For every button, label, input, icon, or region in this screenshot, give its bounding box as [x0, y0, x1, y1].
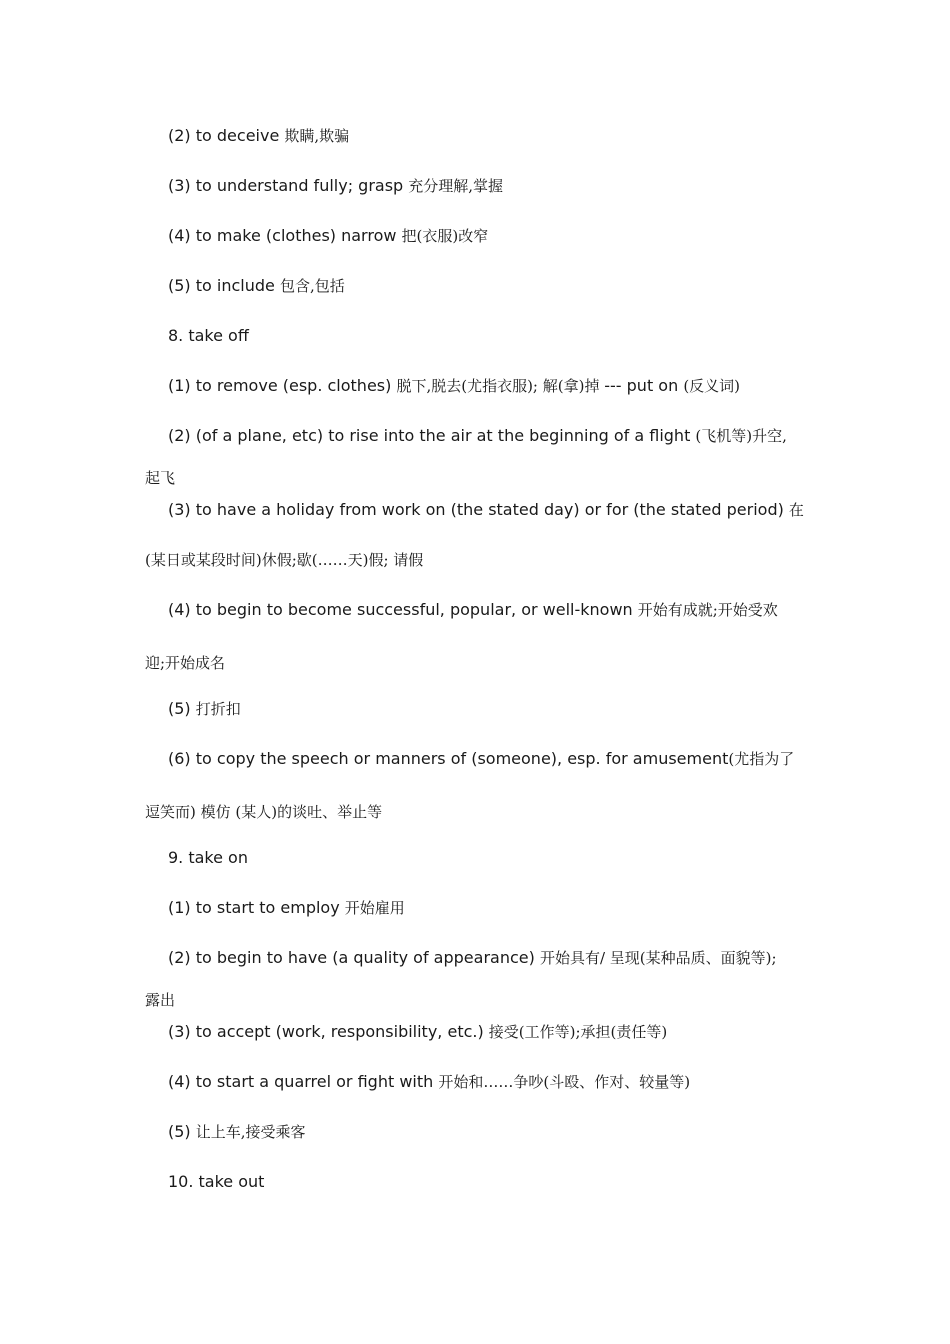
heading-text: 8. take off	[168, 326, 249, 345]
definition-line	[168, 500, 804, 520]
chinese-text: 让上车,接受乘客	[195, 1123, 306, 1141]
english-text: (4) to begin to become successful, popular, or well-known	[168, 600, 638, 619]
definition-line	[168, 1072, 690, 1092]
chinese-text: 开始有成就;开始受欢	[637, 601, 778, 619]
definition-line	[168, 948, 777, 968]
definition-line	[168, 226, 488, 246]
english-text: (4) to make (clothes) narrow	[168, 226, 402, 245]
chinese-text: 接受(工作等);承担(责任等)	[488, 1023, 668, 1041]
english-text: (4) to start a quarrel or fight with	[168, 1072, 439, 1091]
antonym-note: (反义词)	[683, 377, 741, 395]
english-text: (6) to copy the speech or manners of (someone), esp. for amusement	[168, 749, 729, 768]
definition-line	[168, 376, 740, 396]
section-heading	[168, 326, 249, 346]
heading-text: 10. take out	[168, 1172, 265, 1191]
section-heading	[168, 848, 248, 868]
continuation-line	[145, 468, 175, 488]
continuation-line	[145, 990, 175, 1010]
definition-line	[168, 749, 794, 769]
english-text: (3) to accept (work, responsibility, etc.)	[168, 1022, 489, 1041]
english-text: (2) to deceive	[168, 126, 285, 145]
chinese-text: 把(衣服)改窄	[401, 227, 489, 245]
chinese-text: 开始雇用	[344, 899, 405, 917]
chinese-text: 欺瞒,欺骗	[284, 127, 350, 145]
definition-line	[168, 276, 345, 296]
antonym-text: --- put on	[604, 376, 684, 395]
definition-line	[168, 126, 349, 146]
english-text: (5)	[168, 699, 196, 718]
section-heading	[168, 1172, 264, 1192]
chinese-text: 起飞	[145, 469, 176, 487]
definition-line	[168, 699, 241, 719]
chinese-text: 充分理解,掌握	[408, 177, 504, 195]
chinese-text: 逗笑而) 模仿 (某人)的谈吐、举止等	[145, 803, 383, 821]
english-text: (2) (of a plane, etc) to rise into the air at the beginning of a flight	[168, 426, 696, 445]
chinese-text: (某日或某段时间)休假;歇(……天)假; 请假	[145, 551, 424, 569]
heading-text: 9. take on	[168, 848, 248, 867]
english-text: (3) to understand fully; grasp	[168, 176, 409, 195]
english-text: (2) to begin to have (a quality of appearance)	[168, 948, 540, 967]
english-text: (5)	[168, 1122, 196, 1141]
continuation-line	[145, 802, 382, 822]
chinese-text: 打折扣	[195, 700, 241, 718]
definition-line	[168, 1022, 667, 1042]
english-text: (1) to remove (esp. clothes)	[168, 376, 397, 395]
continuation-line	[145, 550, 423, 570]
definition-line	[168, 600, 778, 620]
chinese-text: (飞机等)升空,	[695, 427, 787, 445]
chinese-text: 露出	[145, 991, 176, 1009]
definition-line	[168, 176, 503, 196]
definition-line	[168, 1122, 306, 1142]
english-text: (3) to have a holiday from work on (the stated day) or for (the stated period)	[168, 500, 789, 519]
chinese-text: 开始和……争吵(斗殴、作对、较量等)	[438, 1073, 691, 1091]
continuation-line	[145, 653, 225, 673]
chinese-text: 迎;开始成名	[145, 654, 226, 672]
definition-line	[168, 426, 787, 446]
chinese-text: (尤指为了	[728, 750, 795, 768]
english-text: (5) to include	[168, 276, 280, 295]
chinese-text: 脱下,脱去(尤指衣服); 解(拿)掉	[396, 377, 605, 395]
chinese-text: 在	[788, 501, 804, 519]
chinese-text: 包含,包括	[279, 277, 345, 295]
english-text: (1) to start to employ	[168, 898, 345, 917]
chinese-text: 开始具有/ 呈现(某种品质、面貌等);	[539, 949, 777, 967]
definition-line	[168, 898, 405, 918]
